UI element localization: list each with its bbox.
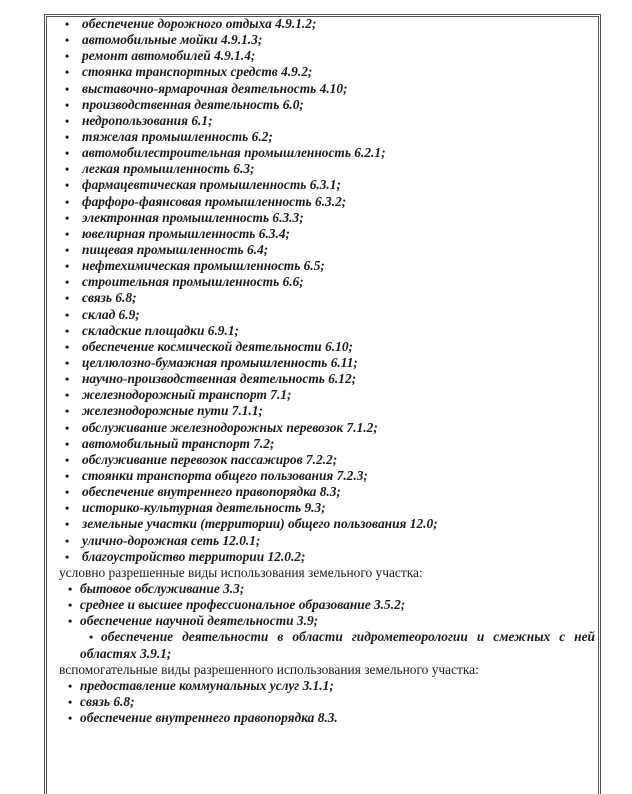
list-item-text: обслуживание перевозок пассажиров 7.2.2; <box>82 451 338 467</box>
bullet-icon: • <box>65 485 70 500</box>
auxiliary-uses-list <box>59 678 595 726</box>
list-item <box>59 339 595 355</box>
list-item-text: бытовое обслуживание 3.3; <box>80 580 245 596</box>
list-item <box>59 258 595 274</box>
bullet-icon: • <box>65 468 70 483</box>
list-item-text: обеспечение внутреннего правопорядка 8.3. <box>80 710 338 726</box>
list-item <box>59 420 595 436</box>
list-item <box>59 581 595 597</box>
list-item <box>59 290 595 306</box>
permitted-uses-list <box>59 16 595 565</box>
list-item-text: историко-культурная деятельность 9.3; <box>82 500 326 516</box>
bullet-icon: • <box>65 210 70 225</box>
conditional-uses-heading: условно разрешенные виды использования земельного участка: <box>59 564 423 580</box>
list-item <box>59 48 595 64</box>
list-item <box>59 549 595 565</box>
list-item <box>59 64 595 80</box>
list-item-text: фармацевтическая промышленность 6.3.1; <box>82 177 341 193</box>
list-item-text: научно-производственная деятельность 6.12; <box>82 371 357 387</box>
bullet-icon: • <box>65 323 70 338</box>
list-item-text: стоянка транспортных средств 4.9.2; <box>82 64 313 80</box>
bullet-icon: • <box>68 678 73 693</box>
list-item-text: автомобильный транспорт 7.2; <box>82 435 275 451</box>
bullet-icon: • <box>65 436 70 451</box>
bullet-icon: • <box>89 630 94 645</box>
bullet-icon: • <box>65 355 70 370</box>
list-item-text: недропользования 6.1; <box>82 112 213 128</box>
list-item-text: выставочно-ярмарочная деятельность 4.10; <box>82 80 348 96</box>
list-item <box>59 694 595 710</box>
bullet-icon: • <box>65 146 70 161</box>
list-item <box>59 355 595 371</box>
bullet-icon: • <box>65 49 70 64</box>
list-item <box>59 113 595 129</box>
bullet-icon: • <box>65 33 70 48</box>
list-item-text: легкая промышленность 6.3; <box>82 161 255 177</box>
bullet-icon: • <box>65 533 70 548</box>
list-item-text: автомобилестроительная промышленность 6.2.1; <box>82 145 386 161</box>
list-item <box>59 516 595 532</box>
bullet-icon: • <box>65 17 70 31</box>
bullet-icon: • <box>65 420 70 435</box>
bullet-icon: • <box>65 452 70 467</box>
list-item-text: ювелирная промышленность 6.3.4; <box>82 225 290 241</box>
bullet-icon: • <box>65 259 70 274</box>
list-item <box>59 129 595 145</box>
bullet-icon: • <box>65 65 70 80</box>
list-item-text: строительная промышленность 6.6; <box>82 274 304 290</box>
list-item <box>59 323 595 339</box>
list-item-text: железнодорожные пути 7.1.1; <box>82 403 264 419</box>
list-item-text: стоянки транспорта общего пользования 7.2.3; <box>82 467 368 483</box>
list-item <box>59 242 595 258</box>
list-item-text: нефтехимическая промышленность 6.5; <box>82 258 325 274</box>
document-content <box>59 16 595 726</box>
bullet-icon: • <box>65 339 70 354</box>
list-item <box>59 678 595 694</box>
bullet-icon: • <box>65 113 70 128</box>
bullet-icon: • <box>68 598 73 613</box>
bullet-icon: • <box>68 581 73 596</box>
bullet-icon: • <box>65 81 70 96</box>
list-item <box>59 629 595 661</box>
list-item <box>59 533 595 549</box>
list-item-text: тяжелая промышленность 6.2; <box>82 128 273 144</box>
list-item-text: железнодорожный транспорт 7.1; <box>82 387 292 403</box>
list-item-text: автомобильные мойки 4.9.1.3; <box>82 32 263 48</box>
bullet-icon: • <box>65 549 70 564</box>
list-item <box>59 161 595 177</box>
list-item <box>59 226 595 242</box>
list-item <box>59 194 595 210</box>
bullet-icon: • <box>65 517 70 532</box>
bullet-icon: • <box>65 194 70 209</box>
list-item-text: складские площадки 6.9.1; <box>82 322 240 338</box>
list-item-text: обеспечение космической деятельности 6.10; <box>82 338 353 354</box>
list-item <box>59 81 595 97</box>
list-item <box>59 597 595 613</box>
list-item <box>59 32 595 48</box>
list-item-text: предоставление коммунальных услуг 3.1.1; <box>80 677 334 693</box>
list-item <box>59 710 595 726</box>
list-item <box>59 145 595 161</box>
list-item <box>59 484 595 500</box>
bullet-icon: • <box>65 226 70 241</box>
list-item-text: ремонт автомобилей 4.9.1.4; <box>82 48 256 64</box>
list-item-text: обеспечение внутреннего правопорядка 8.3; <box>82 484 341 500</box>
bullet-icon: • <box>65 275 70 290</box>
list-item <box>59 403 595 419</box>
list-item-text: пищевая промышленность 6.4; <box>82 241 269 257</box>
bullet-icon: • <box>65 242 70 257</box>
list-item <box>59 452 595 468</box>
bullet-icon: • <box>68 694 73 709</box>
bullet-icon: • <box>65 307 70 322</box>
list-item-text: производственная деятельность 6.0; <box>82 96 304 112</box>
list-item <box>59 613 595 629</box>
list-item <box>59 210 595 226</box>
list-item-text: связь 6.8; <box>82 290 137 306</box>
list-item-text: благоустройство территории 12.0.2; <box>82 548 306 564</box>
bullet-icon: • <box>65 291 70 306</box>
list-item <box>59 97 595 113</box>
list-item <box>59 468 595 484</box>
list-item-text: обеспечение научной деятельности 3.9; <box>80 613 319 629</box>
list-item <box>59 274 595 290</box>
bullet-icon: • <box>65 388 70 403</box>
list-item-text: среднее и высшее профессиональное образование 3.5.2; <box>80 597 406 613</box>
bullet-icon: • <box>65 162 70 177</box>
list-item-text: улично-дорожная сеть 12.0.1; <box>82 532 261 548</box>
list-item-text: электронная промышленность 6.3.3; <box>82 209 304 225</box>
list-item <box>59 436 595 452</box>
bullet-icon: • <box>65 178 70 193</box>
list-item <box>59 387 595 403</box>
bullet-icon: • <box>65 372 70 387</box>
list-item <box>59 500 595 516</box>
list-item-text: целлюлозно-бумажная промышленность 6.11; <box>82 354 358 370</box>
list-item-text: земельные участки (территории) общего пользования 12.0; <box>82 516 438 532</box>
list-item <box>59 307 595 323</box>
bullet-icon: • <box>65 129 70 144</box>
auxiliary-uses-heading: вспомогательные виды разрешенного использования земельного участка: <box>59 661 479 677</box>
bullet-icon: • <box>68 614 73 629</box>
list-item <box>59 16 595 32</box>
list-item-text: обеспечение деятельности в области гидрометеорологии и смежных с ней областях 3.9.1; <box>80 629 595 661</box>
bullet-icon: • <box>68 711 73 726</box>
list-item <box>59 177 595 193</box>
list-item <box>59 371 595 387</box>
list-item-text: обеспечение дорожного отдыха 4.9.1.2; <box>82 16 317 31</box>
bullet-icon: • <box>65 97 70 112</box>
list-item-text: фарфоро-фаянсовая промышленность 6.3.2; <box>82 193 347 209</box>
list-item-text: склад 6.9; <box>82 306 140 322</box>
bullet-icon: • <box>65 501 70 516</box>
conditional-uses-list <box>59 581 595 662</box>
list-item-text: обслуживание железнодорожных перевозок 7.1.2; <box>82 419 378 435</box>
bullet-icon: • <box>65 404 70 419</box>
list-item-text: связь 6.8; <box>80 693 135 709</box>
